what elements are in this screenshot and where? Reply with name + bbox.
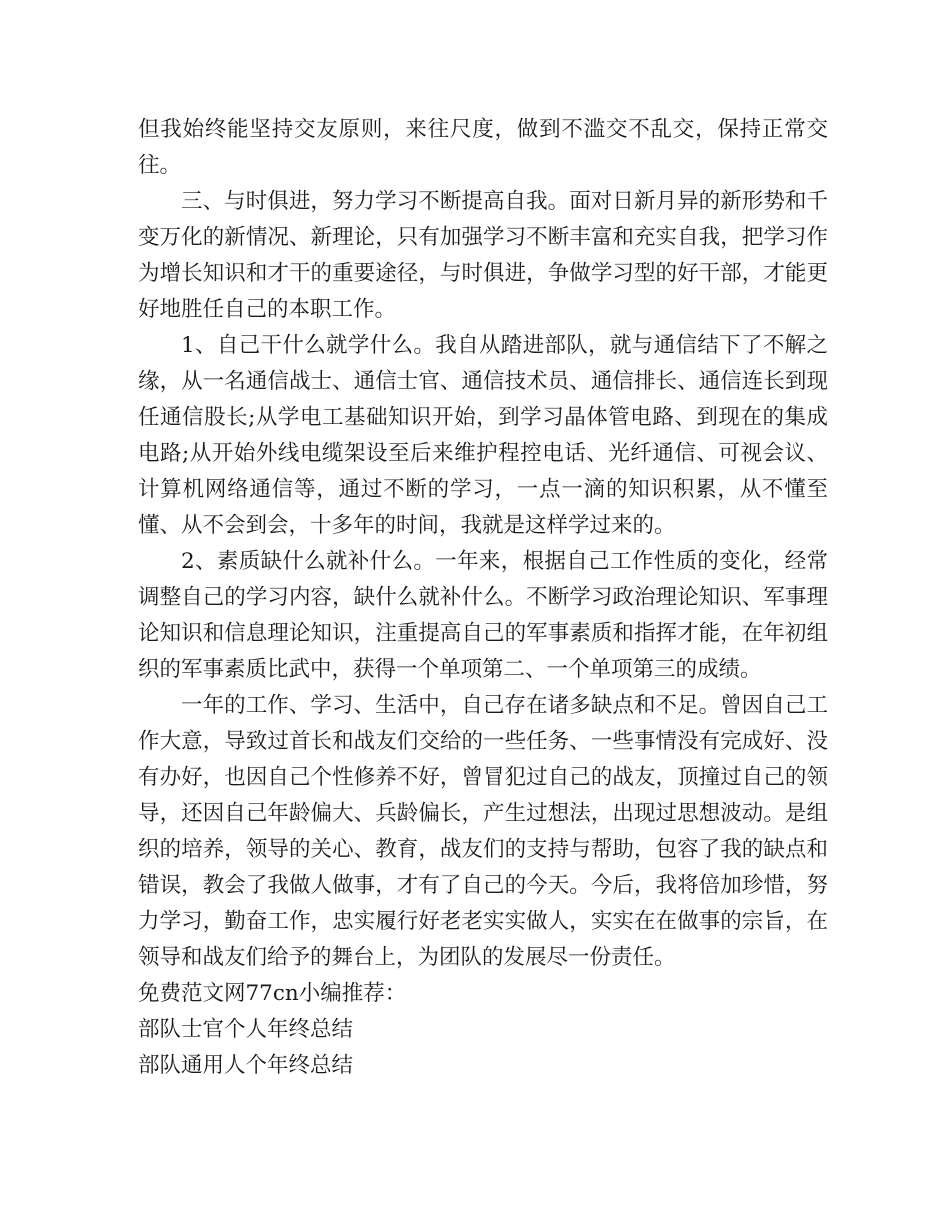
paragraph-continuation: 但我始终能坚持交友原则，来往尺度，做到不滥交不乱交，保持正常交往。 — [138, 117, 828, 178]
recommendation-heading: 免费范文网77cn小编推荐： — [138, 981, 407, 1006]
paragraph-shortcomings: 一年的工作、学习、生活中，自己存在诸多缺点和不足。曾因自己工作大意，导致过首长和战友们交给的一些任务、一些事情没有完成好、没有办好，也因自己个性修养不好，曾冒犯过自己的战友，顶撞过自己的领导，还因自己年龄偏大、兵龄偏长，产生过想法，出现过思想波动。是组织的培养，领导的关心、教育，战友们的支持与帮助，包容了我的缺点和错误，教会了我做人做事，才有了自己的今天。今后，我将倍加珍惜，努力学习，勤奋工作，忠实履行好老老实实做人，实实在在做事的宗旨，在领导和战友们给予的舞台上，为团队的发展尽一份责任。 — [138, 693, 828, 970]
recommendation-link-2[interactable]: 部队通用人个年终总结 — [138, 1053, 354, 1078]
document-body — [138, 112, 828, 1084]
paragraph-item-one: 1、自己干什么就学什么。我自从踏进部队，就与通信结下了不解之缘，从一名通信战士、通信士官、通信技术员、通信排长、通信连长到现任通信股长;从学电工基础知识开始，到学习晶体管电路、到现在的集成电路;从开始外线电缆架设至后来维护程控电话、光纤通信、可视会议、计算机网络通信等，通过不断的学习，一点一滴的知识积累，从不懂至懂、从不会到会，十多年的时间，我就是这样学过来的。 — [138, 333, 828, 538]
recommendation-link-1[interactable]: 部队士官个人年终总结 — [138, 1017, 354, 1042]
paragraph-item-two: 2、素质缺什么就补什么。一年来，根据自己工作性质的变化，经常调整自己的学习内容，缺什么就补什么。不断学习政治理论知识、军事理论知识和信息理论知识，注重提高自己的军事素质和指挥才能，在年初组织的军事素质比武中，获得一个单项第二、一个单项第三的成绩。 — [138, 549, 828, 682]
paragraph-section-three: 三、与时俱进，努力学习不断提高自我。面对日新月异的新形势和千变万化的新情况、新理论，只有加强学习不断丰富和充实自我，把学习作为增长知识和才干的重要途径，与时俱进，争做学习型的好干部，才能更好地胜任自己的本职工作。 — [138, 189, 828, 322]
